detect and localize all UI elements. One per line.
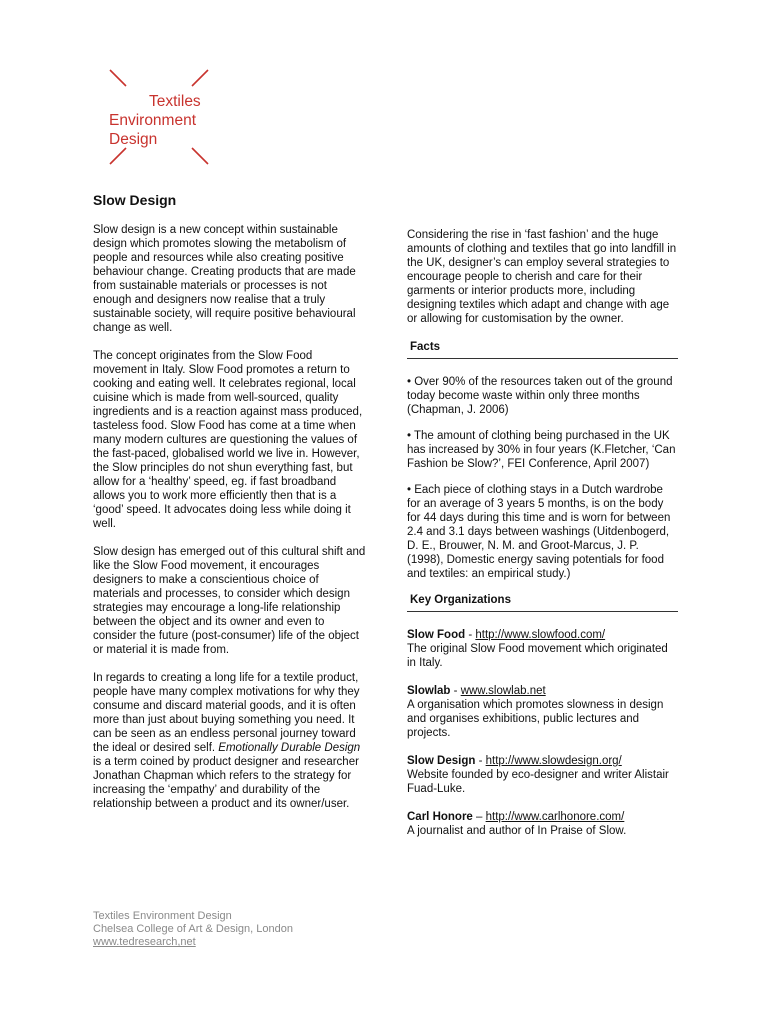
footer-website-link[interactable]: www.tedresearch,net	[93, 936, 196, 948]
fact-item: • The amount of clothing being purchased in the UK has increased by 30% in four years (K.Fletcher, ‘Can Fashion be Slow?’, FEI Conference, April 2007)	[407, 430, 676, 470]
footer-college: Chelsea College of Art & Design, London	[93, 923, 293, 935]
org-separator: -	[450, 685, 461, 697]
paragraph-slow-food: The concept originates from the Slow Food movement in Italy. Slow Food promotes a return to cooking and eating well. It celebrates regional, local cuisine which is made from well-sourced, quality ingredients and is a reaction against mass produced, tasteless food. Slow Food has come at a time when many modern cultures are questioning the values of the fast-paced, globalised world we live in. However, the Slow principles do not shun everything fast, but allow for a ‘healthy’ speed, eg. if fast broadband allows you to work more efficiently then that is a ‘good’ speed. It advocates doing less while doing it well.	[93, 350, 363, 530]
org-slow-food	[407, 628, 678, 670]
footer	[93, 910, 293, 949]
key-organizations-heading: Key Organizations	[407, 593, 678, 612]
org-separator: -	[475, 755, 486, 767]
logo-line-environment: Environment	[109, 112, 197, 129]
paragraph-cultural-shift: Slow design has emerged out of this cultural shift and like the Slow Food movement, it encourages designers to make a conscientious choice of materials and processes, to consider which design strategies may encourage a long-life relationship between the object and its owner and even to consider the future (post-consumer) life of the object or material it is made from.	[93, 546, 366, 656]
left-column	[93, 223, 368, 825]
facts-heading: Facts	[407, 340, 678, 359]
paragraph-fast-fashion: Considering the rise in ‘fast fashion’ and the huge amounts of clothing and textiles that go into landfill in the UK, designer’s can employ several strategies to encourage people to cherish and care for their garments or interior products more, including designing textiles which adapt and change with age or allowing for customisation by the owner.	[407, 229, 677, 325]
org-link-slowlab[interactable]: www.slowlab.net	[460, 685, 546, 697]
ted-logo	[104, 66, 214, 170]
org-carl-honore	[407, 810, 678, 838]
org-slow-design	[407, 754, 678, 796]
paragraph-long-life-text-end: is a term coined by product designer and researcher Jonathan Chapman which refers to the strategy for increasing the ‘empathy’ and durability of the relationship between a product and its owner/user.	[93, 756, 359, 810]
org-description: Website founded by eco-designer and writer Alistair Fuad-Luke.	[407, 769, 669, 795]
org-name: Slowlab	[407, 685, 451, 697]
paragraph-long-life	[93, 671, 368, 811]
emotionally-durable-design-term: Emotionally Durable Design	[218, 742, 361, 754]
logo-line-textiles: Textiles	[149, 93, 201, 110]
logo-line-design: Design	[109, 131, 158, 148]
fact-item: • Over 90% of the resources taken out of the ground today become waste within only three months (Chapman, J. 2006)	[407, 376, 673, 416]
org-description: A organisation which promotes slowness in design and organises exhibitions, public lectures and projects.	[407, 699, 664, 739]
org-description: A journalist and author of In Praise of Slow.	[407, 825, 627, 837]
org-name: Carl Honore	[407, 811, 473, 823]
fact-item: • Each piece of clothing stays in a Dutch wardrobe for an average of 3 years 5 months, is on the body for 44 days during this time and is worn for between 2.4 and 3.1 days between washings (Uitdenbogerd, D. E., Brouwer, N. M. and Groot-Marcus, J. P. (1998), Domestic energy saving potentials for food and textiles: an empirical study.)	[407, 484, 671, 580]
org-name: Slow Food	[407, 629, 466, 641]
org-link-carlhonore[interactable]: http://www.carlhonore.com/	[485, 811, 625, 823]
paragraph-long-life-text: In regards to creating a long life for a textile product, people have many complex motivations for why they consume and discard material goods, and it is often more than just about buying something you need. It can be seen as an endless personal journey toward the ideal or desired self.	[93, 672, 360, 754]
logo-wordmark	[109, 92, 201, 149]
paragraph-intro: Slow design is a new concept within sustainable design which promotes slowing the metabolism of people and resources while also creating positive behaviour change. Creating products that are made from sustainable materials or processes is not enough and designers now realise that a truly sustainable society, will require positive behavioural change as well.	[93, 224, 356, 334]
document-title: Slow Design	[93, 192, 177, 208]
org-separator: -	[465, 629, 476, 641]
org-separator: –	[472, 811, 486, 823]
org-link-slowdesign[interactable]: http://www.slowdesign.org/	[485, 755, 622, 767]
footer-org-name: Textiles Environment Design	[93, 910, 232, 922]
org-name: Slow Design	[407, 755, 476, 767]
org-description: The original Slow Food movement which originated in Italy.	[407, 643, 668, 669]
org-link-slowfood[interactable]: http://www.slowfood.com/	[475, 629, 606, 641]
right-column	[407, 228, 678, 852]
org-slowlab	[407, 684, 678, 740]
